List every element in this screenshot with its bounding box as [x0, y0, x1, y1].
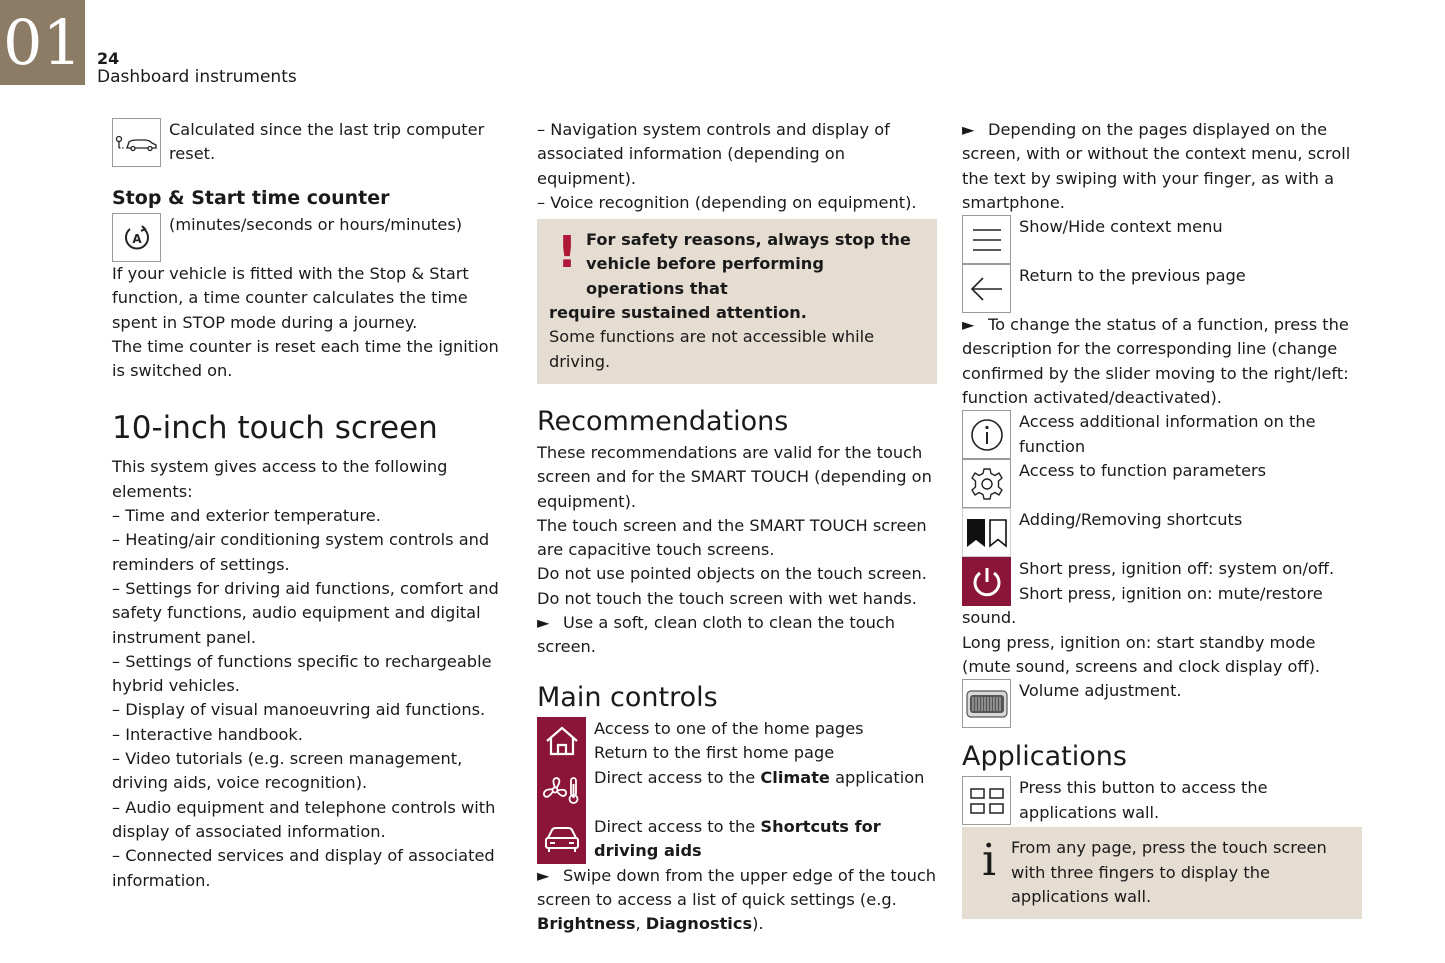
section-title: Dashboard instruments	[97, 67, 297, 87]
stopstart-desc: If your vehicle is fitted with the Stop & Start function, a time counter calculates the time spent in STOP mode during a journey.	[112, 264, 469, 332]
swipe-bold-diagnostics: Diagnostics	[645, 914, 753, 934]
list-item: – Connected services and display of associated information.	[112, 846, 495, 890]
apps-label: Press this button to access the applications wall.	[1019, 778, 1268, 822]
scroll-bullet	[962, 118, 1362, 215]
stopstart-heading: Stop & Start time counter	[112, 187, 390, 209]
home-line-2: Return to the first home page	[594, 742, 835, 762]
list-item: – Navigation system controls and display of associated information (depending on equipment).	[537, 120, 890, 188]
applications-heading: Applications	[962, 741, 1127, 773]
trip-text-1: Calculated since the last trip computer	[169, 120, 485, 139]
list-item: – Display of visual manoeuvring aid functions.	[112, 700, 486, 720]
warning-text: Some functions are not accessible while driving.	[549, 327, 875, 371]
shortcuts-pre: Direct access to the	[594, 816, 761, 836]
climate-row	[537, 766, 937, 815]
shortcut-label: Adding/Removing shortcuts	[1019, 510, 1243, 530]
info-row	[962, 410, 1362, 459]
column-1	[112, 118, 512, 893]
trip-text-2: reset.	[169, 144, 216, 164]
climate-bold: Climate	[760, 767, 830, 787]
shortcuts-row	[537, 815, 937, 864]
rec-bullet-text: Use a soft, clean cloth to clean the touch screen.	[537, 613, 896, 657]
chapter-number: 01	[0, 0, 85, 85]
climate-icon	[537, 766, 586, 815]
warning-icon: !	[557, 227, 578, 279]
info-label: Access additional information on the function	[1019, 412, 1316, 456]
volume-row	[962, 679, 1362, 728]
climate-post: application	[829, 767, 925, 787]
stopstart-units: (minutes/seconds or hours/minutes)	[169, 215, 463, 234]
bullet-icon: ►	[962, 315, 975, 335]
params-label: Access to function parameters	[1019, 461, 1267, 481]
trip-car-icon	[112, 118, 161, 167]
main-controls-heading: Main controls	[537, 681, 718, 713]
gear-icon	[962, 459, 1011, 508]
power-line-2: Short press, ignition on: mute/restore sound.	[962, 584, 1323, 628]
back-label: Return to the previous page	[1019, 266, 1246, 286]
bullet-icon: ►	[537, 613, 550, 633]
apps-note-text: From any page, press the touch screen with three fingers to display the applications wall.	[1011, 838, 1327, 906]
column-2	[537, 118, 937, 937]
status-bullet	[962, 313, 1362, 410]
apps-row	[962, 776, 1362, 825]
power-line-1: Short press, ignition off: system on/off.	[1019, 559, 1335, 579]
home-line-1: Access to one of the home pages	[594, 718, 864, 738]
recommendations-heading: Recommendations	[537, 405, 789, 437]
menu-icon	[962, 215, 1011, 264]
list-item: – Time and exterior temperature.	[112, 506, 381, 526]
column-3	[962, 118, 1362, 919]
rec-bullet	[537, 611, 937, 660]
swipe-bold-brightness: Brightness	[537, 914, 636, 934]
apps-grid-icon	[962, 776, 1011, 825]
apps-note	[962, 827, 1362, 919]
stopstart-reset: The time counter is reset each time the ignition is switched on.	[112, 336, 499, 381]
swipe-sep: ,	[635, 914, 646, 934]
stop-start-icon	[112, 213, 161, 262]
menu-label: Show/Hide context menu	[1019, 217, 1223, 237]
bullet-icon: ►	[537, 865, 550, 885]
list-item: – Audio equipment and telephone controls with display of associated information.	[112, 797, 496, 841]
rec-para: These recommendations are valid for the touch screen and for the SMART TOUCH (depending on equipment).	[537, 442, 932, 511]
list-item: – Interactive handbook.	[112, 724, 303, 744]
rec-para: The touch screen and the SMART TOUCH screen are capacitive touch screens.	[537, 515, 927, 560]
touch-heading: 10-inch touch screen	[112, 410, 438, 447]
info-note-icon: i	[982, 835, 997, 887]
scroll-text: Depending on the pages displayed on the screen, with or without the context menu, scroll the text by swiping with your finger, as with a smartphone.	[962, 120, 1351, 212]
bookmark-icon	[962, 508, 1011, 557]
touch-intro: This system gives access to the following elements:	[112, 457, 448, 501]
swipe-text: Swipe down from the upper edge of the touch screen to access a list of quick settings (e.g.	[537, 865, 937, 909]
rec-para: Do not touch the touch screen with wet hands.	[537, 588, 917, 608]
swipe-bullet	[537, 864, 937, 937]
home-icon	[537, 717, 586, 766]
climate-pre: Direct access to the	[594, 767, 761, 787]
climate-text	[594, 766, 924, 790]
list-item: – Voice recognition (depending on equipment).	[537, 192, 917, 212]
shortcut-row	[962, 508, 1362, 557]
power-icon	[962, 557, 1011, 606]
stopstart-row	[112, 213, 512, 262]
page-number: 24	[97, 49, 120, 68]
warning-bold-1: For safety reasons, always stop the	[586, 230, 911, 250]
menu-row	[962, 215, 1362, 264]
list-item: – Video tutorials (e.g. screen management, driving aids, voice recognition).	[112, 749, 463, 793]
home-row	[537, 717, 937, 766]
power-line-3: Long press, ignition on: start standby mode (mute sound, screens and clock display off).	[962, 632, 1321, 676]
list-item: – Heating/air conditioning system controls and reminders of settings.	[112, 530, 490, 574]
car-shortcuts-icon	[537, 815, 586, 864]
swipe-end: ).	[752, 914, 764, 934]
safety-warning	[537, 219, 937, 384]
info-icon	[962, 410, 1011, 459]
warning-bold-3: require sustained attention.	[549, 303, 807, 323]
list-item: – Settings of functions specific to rechargeable hybrid vehicles.	[112, 651, 492, 696]
volume-label: Volume adjustment.	[1019, 681, 1182, 701]
volume-wheel-icon	[962, 679, 1011, 728]
svg-text:A: A	[131, 231, 142, 246]
back-arrow-icon	[962, 264, 1011, 313]
list-item: – Settings for driving aid functions, comfort and safety functions, audio equipment and digital instrument panel.	[112, 578, 499, 647]
trip-row	[112, 118, 512, 167]
shortcuts-bold: Shortcuts for driving aids	[594, 816, 881, 861]
warning-bold-2: vehicle before performing operations that	[586, 254, 824, 298]
bullet-icon: ►	[962, 120, 975, 139]
back-row	[962, 264, 1362, 313]
rec-para: Do not use pointed objects on the touch screen.	[537, 564, 927, 584]
params-row	[962, 459, 1362, 508]
shortcuts-text	[594, 815, 937, 864]
status-text: To change the status of a function, press the description for the corresponding line (change confirmed by the slider moving to the right/left: function activated/deactivated).	[962, 315, 1349, 408]
